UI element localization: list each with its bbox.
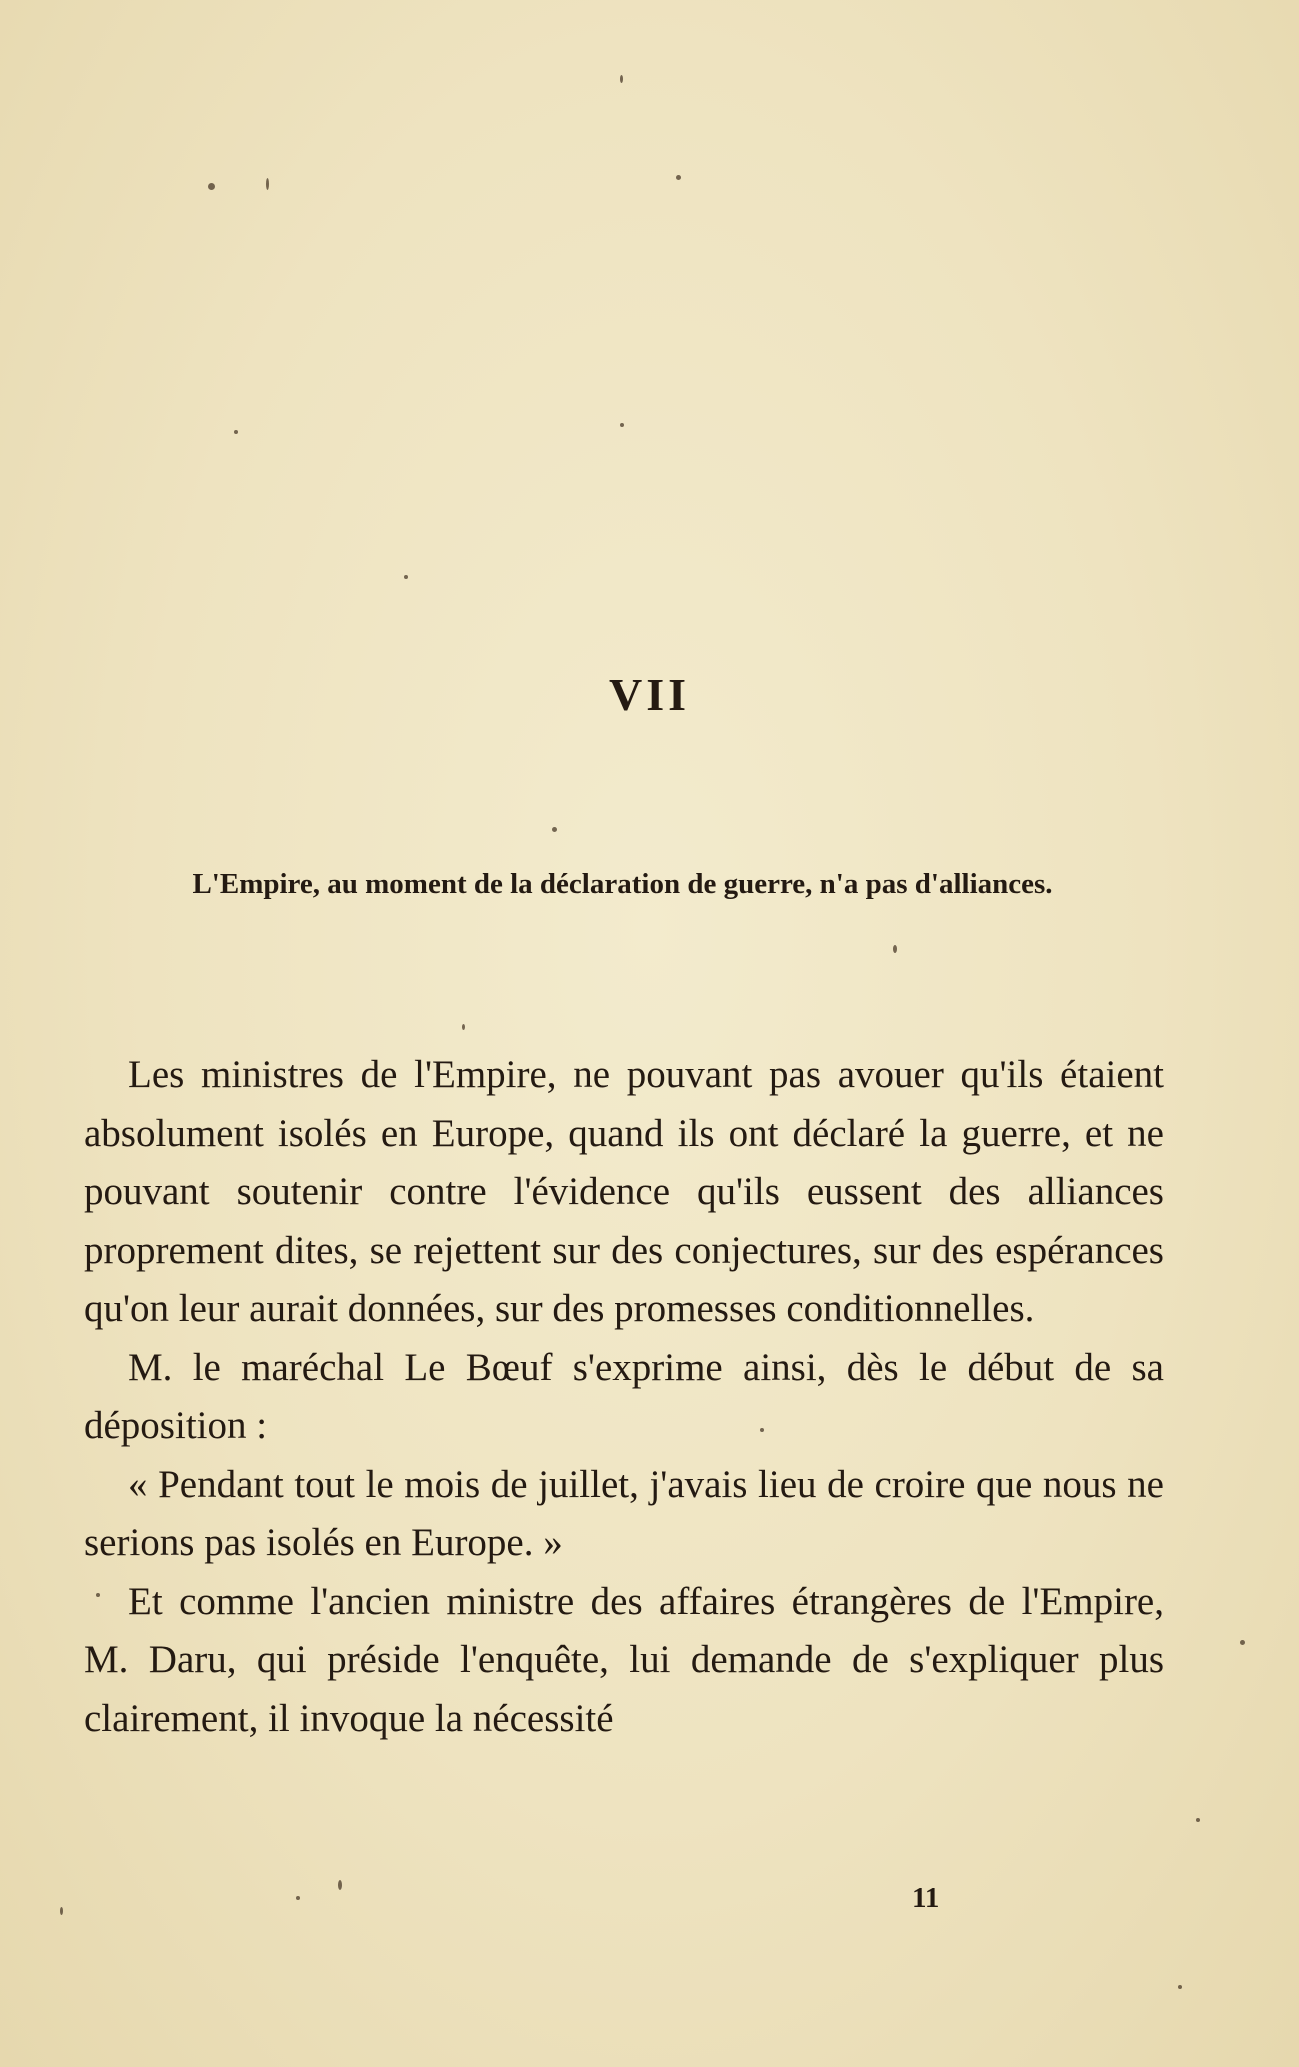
speck [404,575,408,579]
speck [296,1896,300,1900]
speck [338,1880,342,1890]
paragraph: Et comme l'ancien ministre des affaires étrangères de l'Empire, M. Daru, qui préside l'enquête, lui demande de s'expliquer plus clairement, il invoque la nécessité [84,1579,1164,1740]
speck [208,183,215,190]
chapter-title: L'Empire, au moment de la déclaration de guerre, n'a pas d'alliances. [192,868,1053,900]
speck [462,1024,465,1030]
body-text [84,1046,1164,1748]
page-number: 11 [912,1882,940,1914]
speck [552,827,557,832]
speck [266,178,269,190]
chapter-number: VII [608,669,691,720]
speck [620,423,624,427]
paragraph: M. le maréchal Le Bœuf s'exprime ainsi, dès le début de sa déposition : [84,1345,1164,1447]
speck [1178,1985,1182,1989]
speck [676,175,681,180]
paragraph: « Pendant tout le mois de juillet, j'avais lieu de croire que nous ne serions pas isolés en Europe. » [84,1462,1164,1564]
speck [1240,1640,1245,1645]
speck [234,430,238,434]
speck [893,945,897,953]
speck [60,1907,63,1915]
speck [620,75,623,83]
speck [1196,1818,1200,1822]
paragraph: Les ministres de l'Empire, ne pouvant pas avouer qu'ils étaient absolument isolés en Europe, quand ils ont déclaré la guerre, et ne pouvant soutenir contre l'évidence qu'ils eussent des alliances proprement dites, se rejettent sur des conjectures, sur des espérances qu'on leur aurait données, sur des promesses conditionnelles. [84,1053,1164,1330]
